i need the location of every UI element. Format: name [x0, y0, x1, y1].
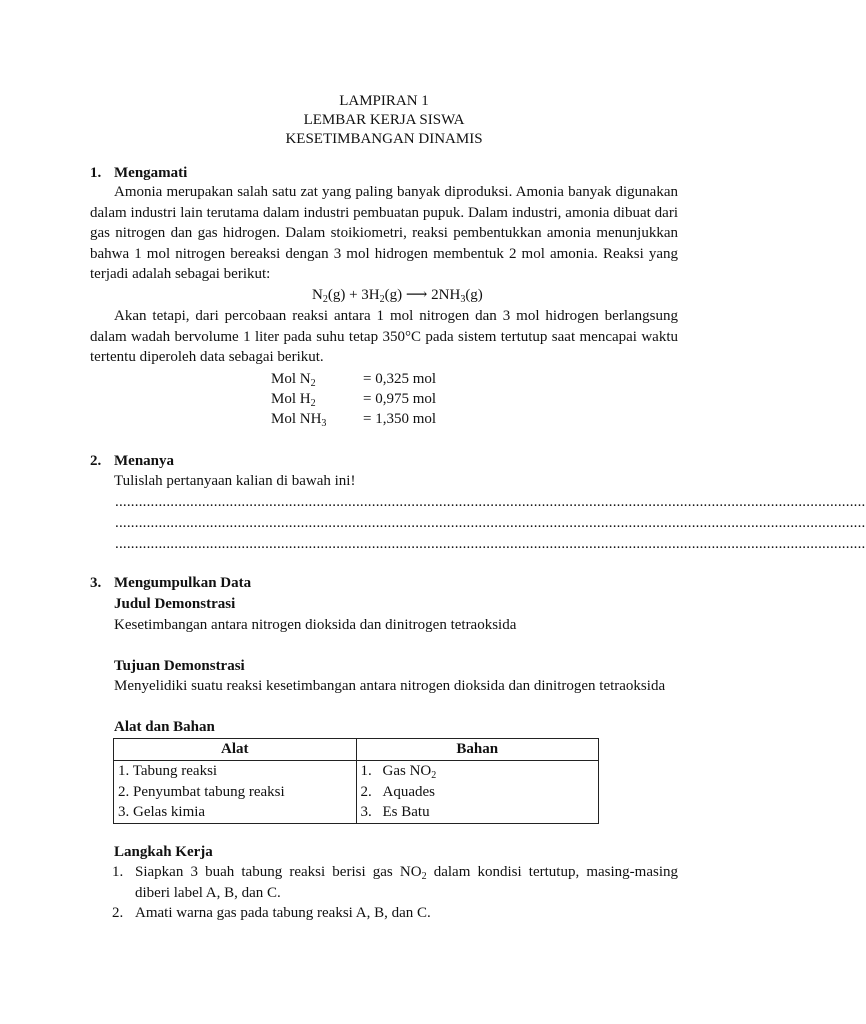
alat-item: 1. Tabung reaksi	[118, 763, 218, 779]
mol-h2-value: = 0,975 mol	[363, 391, 437, 407]
mol-n2-label: Mol $N_2$	[271, 371, 316, 389]
mol-n2-value: = 0,325 mol	[363, 371, 437, 387]
alat-bahan-table	[113, 738, 599, 824]
section1-title: Mengamati	[114, 165, 188, 181]
alat-item: 3. Gelas kimia	[118, 804, 206, 820]
mol-h2-label: Mol $H_2$	[271, 391, 316, 409]
question-prompt: Tulislah pertanyaan kalian di bawah ini!	[114, 473, 356, 489]
tujuan-text: Menyelidiki suatu reaksi kesetimbangan antara nitrogen dioksida dan dinitrogen tetraoksida	[114, 678, 666, 694]
mol-nh3-label: Mol $NH_3$	[271, 411, 327, 429]
section1-paragraph-experiment: Akan tetapi, dari percobaan reaksi antara 1 mol nitrogen dan 3 mol hidrogen berlangsung dalam wadah bervolume 1 liter pada suhu tetap 350°C pada sistem tertutup saat mencapai waktu tertentu diperoleh data sebagai berikut.	[90, 308, 678, 366]
table-header-bahan: Bahan	[356, 739, 599, 761]
section1-paragraph-intro: Amonia merupakan salah satu zat yang paling banyak diproduksi. Amonia banyak digunakan dalam industri lain terutama dalam industri pembuatan pupuk. Dalam industri, amonia dibuat dari gas nitrogen dan gas hidrogen. Dalam stoikiometri, reaksi pembentukkan amonia menunjukkan bahwa 1 mol nitrogen bereaksi dengan 3 mol hidrogen membentuk 2 mol amonia. Reaksi yang terjadi adalah sebagai berikut:	[90, 184, 678, 283]
section2-title: Menanya	[114, 453, 174, 469]
alat-item: 2. Penyumbat tabung reaksi	[118, 783, 285, 800]
header-topic: KESETIMBANGAN DINAMIS	[285, 131, 483, 147]
section2-number: 2.	[90, 453, 102, 469]
bahan-item: 1. Gas $NO_2$	[360, 763, 437, 781]
mol-nh3-value: = 1,350 mol	[363, 411, 437, 427]
header-lembar-kerja: LEMBAR KERJA SISWA	[303, 112, 465, 128]
langkah-list	[112, 862, 678, 924]
bahan-item: 2. Aquades	[360, 783, 435, 800]
tujuan-heading: Tujuan Demonstrasi	[114, 658, 245, 674]
answer-line-1[interactable]: ..............................................................................................................................................................................................	[115, 494, 866, 510]
answer-line-2[interactable]: ..............................................................................................................................................................................................	[115, 515, 866, 531]
judul-heading: Judul Demonstrasi	[114, 596, 236, 612]
header-lampiran: LAMPIRAN 1	[339, 93, 429, 109]
answer-line-3[interactable]: ..............................................................................................................................................................................................	[115, 536, 866, 552]
langkah-heading: Langkah Kerja	[114, 844, 213, 860]
section3-number: 3.	[90, 575, 102, 591]
langkah-step: 1. Siapkan 3 buah tabung reaksi berisi gas $NO_2$ dalam kondisi tertutup, masing-masing diberi label A, B, dan C.	[112, 864, 679, 901]
alat-bahan-heading: Alat dan Bahan	[114, 719, 215, 735]
judul-text: Kesetimbangan antara nitrogen dioksida dan dinitrogen tetraoksida	[114, 617, 517, 633]
reaction-equation: $N_2(g) + 3H_2(g)$ ⟶ $2NH_3(g)$	[312, 287, 483, 305]
alat-cell	[114, 761, 357, 824]
bahan-cell	[356, 761, 599, 824]
section1-number: 1.	[90, 165, 102, 181]
section3-title: Mengumpulkan Data	[114, 575, 252, 591]
table-header-alat: Alat	[114, 739, 357, 761]
langkah-step: 2. Amati warna gas pada tabung reaksi A, B, dan C.	[112, 905, 431, 921]
bahan-item: 3. Es Batu	[360, 804, 430, 820]
